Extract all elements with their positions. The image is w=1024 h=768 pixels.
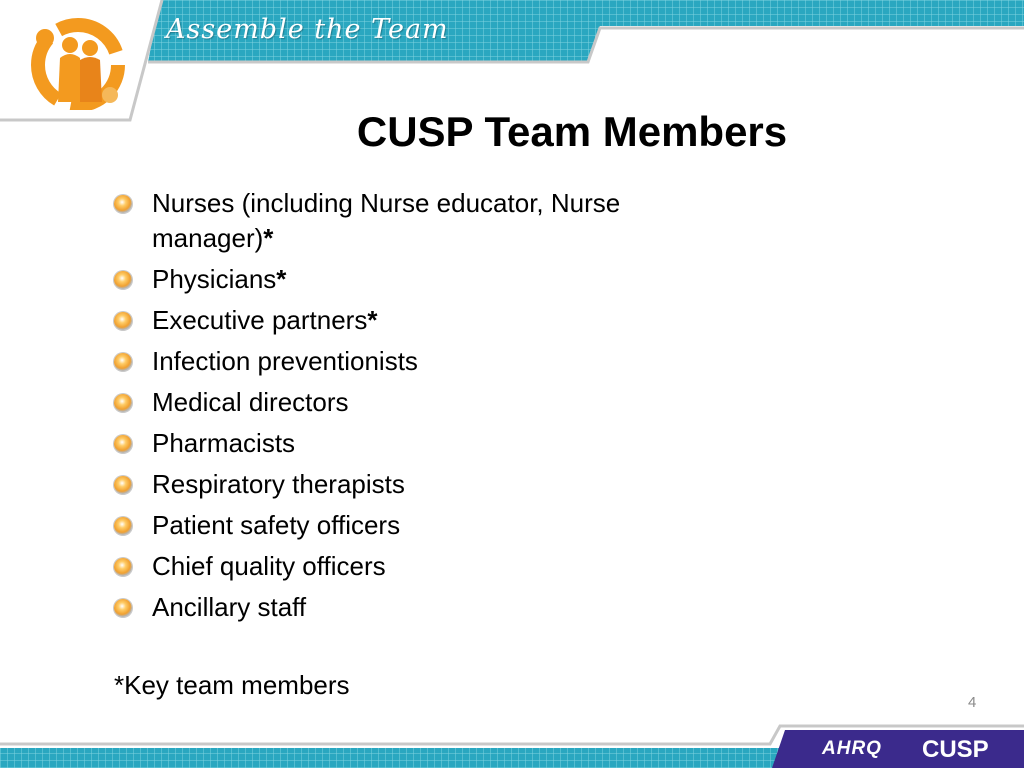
bullet-text: Nurses (including Nurse educator, Nurse manager) <box>152 188 621 253</box>
key-member-mark: * <box>367 305 378 335</box>
bullet-icon <box>114 558 132 576</box>
list-item <box>114 590 674 625</box>
list-item <box>114 467 674 502</box>
bullet-text: Ancillary staff <box>152 592 307 622</box>
bullet-icon <box>114 353 132 371</box>
section-title: Assemble the Team <box>166 14 449 45</box>
slide-title: CUSP Team Members <box>356 108 788 155</box>
page-number: 4 <box>968 694 977 711</box>
footnote: *Key team members <box>114 670 350 700</box>
bullet-icon <box>114 435 132 453</box>
list-item <box>114 508 674 543</box>
list-item <box>114 262 674 297</box>
bullet-icon <box>114 394 132 412</box>
key-member-mark: * <box>276 264 287 294</box>
ahrq-logo: AHRQ <box>822 738 882 759</box>
bullet-text: Infection preventionists <box>152 346 418 376</box>
bullet-text: Respiratory therapists <box>152 469 405 499</box>
bullet-text: Medical directors <box>152 387 349 417</box>
list-item <box>114 549 674 584</box>
bullet-text: Executive partners <box>152 305 368 335</box>
list-item <box>114 303 674 338</box>
bullet-text: Chief quality officers <box>152 551 386 581</box>
bullet-text: Pharmacists <box>152 428 296 458</box>
header-banner <box>0 0 1024 125</box>
bullet-icon <box>114 476 132 494</box>
bullet-icon <box>114 599 132 617</box>
key-member-mark: * <box>263 223 274 253</box>
bullet-icon <box>114 517 132 535</box>
bullet-list <box>114 186 674 631</box>
bullet-text: Physicians <box>152 264 277 294</box>
cusp-logo: CUSP <box>922 736 989 763</box>
bullet-icon <box>114 312 132 330</box>
bullet-text: Patient safety officers <box>152 510 401 540</box>
bullet-icon <box>114 195 132 213</box>
team-figures-icon <box>30 10 125 110</box>
list-item <box>114 385 674 420</box>
list-item <box>114 426 674 461</box>
bullet-icon <box>114 271 132 289</box>
list-item <box>114 344 674 379</box>
list-item <box>114 186 674 256</box>
